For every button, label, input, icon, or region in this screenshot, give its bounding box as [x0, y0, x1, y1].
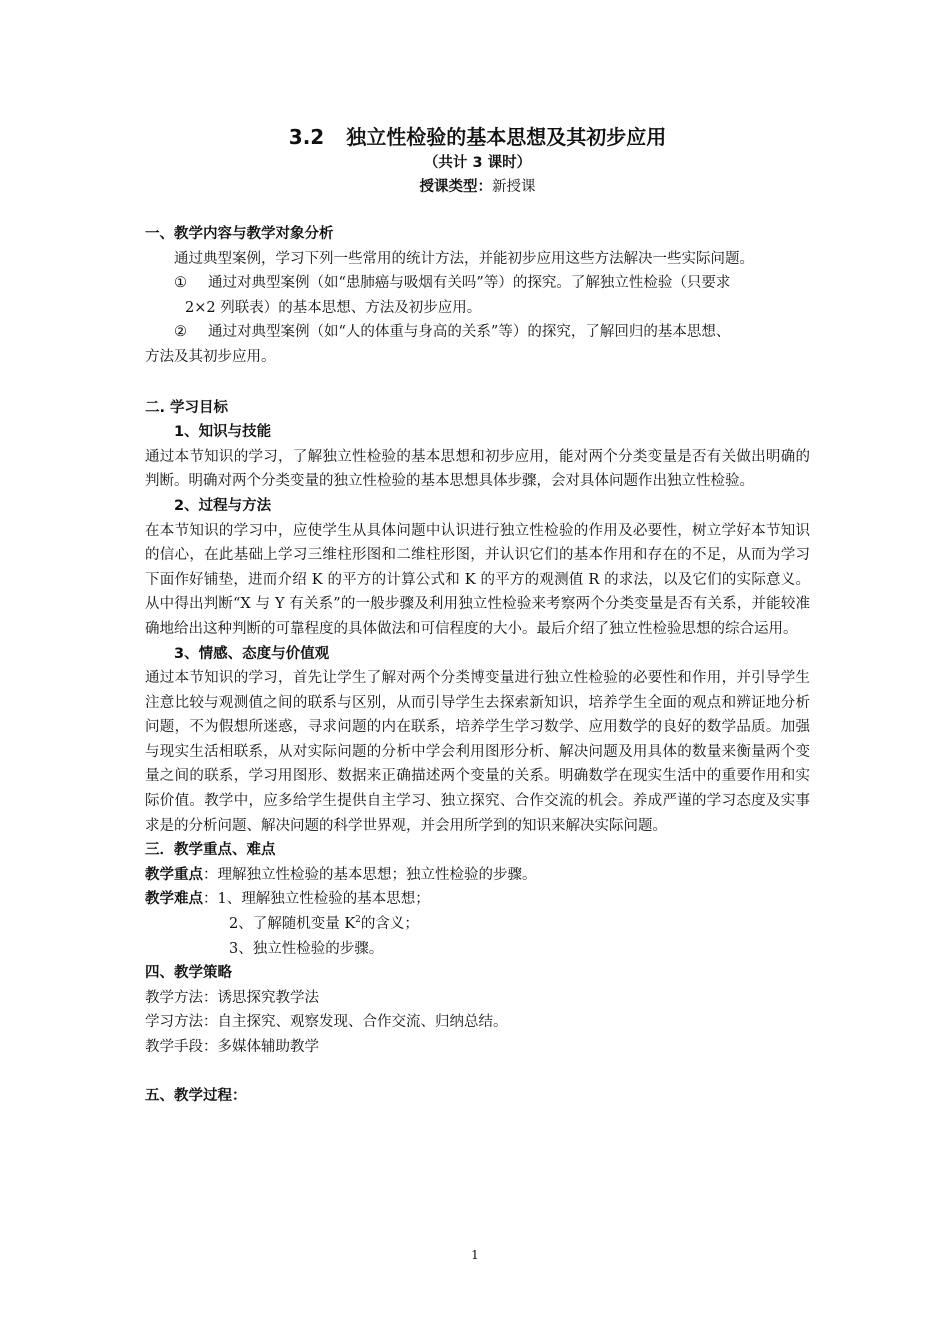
title-text: 独立性检验的基本思想及其初步应用: [346, 125, 667, 149]
difficulty-item-2-text: 2、了解随机变量 K: [229, 916, 356, 933]
subsection-process-text: 在本节知识的学习中，应使学生从具体问题中认识进行独立性检验的作用及必要性，树立学好本节知识的信心，在此基础上学习三维柱形图和二维柱形图，并认识它们的基本作用和存在的不足，从而为学习下面作好铺垫，进而介绍 K 的平方的计算公式和 K 的平方的观测值 R 的求法，以及它们的实际意义。从中得出判断“X 与 Y 有关系”的一般步骤及利用独立性检验来考察两个分类变量是否有关系，并能较准确地给出这种判断的可靠程度的具体做法和可信程度的大小。最后介绍了独立性检验思想的综合运用。: [145, 522, 810, 637]
page-title: [145, 122, 810, 152]
difficulty-item-2-suffix: 的含义；: [360, 916, 419, 933]
lesson-type-label: 授课类型：: [419, 179, 492, 195]
item-2-line-2: 方法及其初步应用。: [145, 348, 276, 365]
section-2-heading: 二. 学习目标: [145, 399, 229, 416]
subsection-knowledge-heading: 1、知识与技能: [174, 424, 272, 441]
subsection-attitude-text: 通过本节知识的学习，首先让学生了解对两个分类博变量进行独立性检验的必要性和作用，并引导学生注意比较与观测值之间的联系与区别，从而引导学生去探索新知识，培养学生全面的观点和辨证地分析问题，不为假想所迷惑，寻求问题的内在联系，培养学生学习数学、应用数学的良好的数学品质。加强与现实生活相联系，从对实际问题的分析中学会利用图形分析、解决问题及用具体的数量来衡量两个变量之间的联系，学习用图形、数据来正确描述两个变量的关系。明确数学在现实生活中的重要作用和实际价值。教学中，应多给学生提供自主学习、独立探究、合作交流的机会。养成严谨的学习态度及实事求是的分析问题、解决问题的科学世界观，并会用所学到的知识来解决实际问题。: [145, 670, 810, 834]
teaching-difficulty-label: 教学难点: [145, 891, 203, 908]
section-1-item-1: [145, 271, 810, 296]
page-subtitle: （共计 3 课时）: [423, 155, 532, 171]
section-1-intro: 通过典型案例，学习下列一些常用的统计方法，并能初步应用这些方法解决一些实际问题。: [174, 250, 754, 267]
item-2-marker: ②: [174, 324, 187, 341]
difficulty-item-3: 3、独立性检验的步骤。: [229, 940, 384, 957]
teaching-method: 教学方法：诱思探究教学法: [145, 989, 319, 1006]
teaching-focus: [145, 863, 810, 888]
item-2-line-1: 通过对典型案例（如“人的体重与身高的关系”等）的探究，了解回归的基本思想、: [208, 324, 731, 341]
item-1-line-2: 2×2 列联表）的基本思想、方法及初步应用。: [185, 299, 482, 316]
section-1-item-2: [145, 320, 810, 345]
section-3-heading: 三．教学重点、难点: [145, 842, 276, 859]
title-number: 3.2: [288, 125, 325, 149]
section-5-heading: 五、教学过程：: [145, 1087, 247, 1104]
section-4-heading: 四、教学策略: [145, 965, 232, 982]
difficulty-item-2: [145, 912, 810, 937]
learning-method: 学习方法：自主探究、观察发现、合作交流、归纳总结。: [145, 1014, 508, 1031]
teaching-focus-text: ：理解独立性检验的基本思想；独立性检验的步骤。: [203, 866, 537, 883]
document-page: [145, 120, 810, 1108]
subsection-attitude-heading: 3、情感、态度与价值观: [174, 645, 330, 662]
section-1-heading: 一、教学内容与教学对象分析: [145, 226, 334, 242]
page-number: 1: [471, 1248, 479, 1262]
lesson-type: [145, 174, 810, 200]
teaching-means: 教学手段：多媒体辅助教学: [145, 1039, 319, 1055]
lesson-type-value: 新授课: [492, 179, 536, 195]
subsection-knowledge-text: 通过本节知识的学习，了解独立性检验的基本思想和初步应用，能对两个分类变量是否有关做出明确的判断。明确对两个分类变量的独立性检验的基本思想具体步骤，会对具体问题作出独立性检验。: [145, 448, 810, 490]
teaching-difficulty: [145, 887, 810, 912]
item-1-line-1: 通过对典型案例（如“患肺癌与吸烟有关吗”等）的探究。了解独立性检验（只要求: [208, 275, 731, 292]
item-1-marker: ①: [174, 275, 187, 292]
subsection-process-heading: 2、过程与方法: [174, 497, 272, 514]
superscript-2: 2: [355, 915, 361, 926]
difficulty-item-1: ：1、理解独立性检验的基本思想；: [203, 891, 430, 908]
teaching-focus-label: 教学重点: [145, 866, 203, 883]
